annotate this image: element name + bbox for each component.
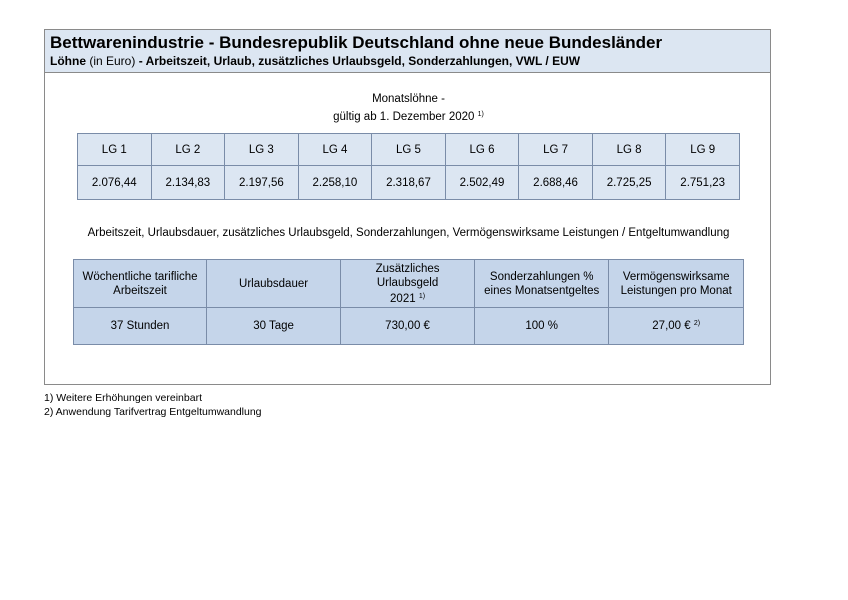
conditions-table [73,259,744,345]
wage-value-cell: 2.502,49 [445,166,519,200]
special-payments-value: 100 % [475,308,609,345]
wage-value-cell: 2.134,83 [151,166,225,200]
subtitle-part-3: - Arbeitszeit, Urlaub, zusätzliches Urlaubsgeld, Sonderzahlungen, VWL / EUW [138,54,581,68]
footnote-2: 2) Anwendung Tarifvertrag Entgeltumwandlung [44,405,262,418]
conditions-header-row [74,260,744,308]
page-subtitle [50,53,770,69]
capital-forming-benefits-value [609,308,744,345]
conditions-table-caption: Arbeitszeit, Urlaubsdauer, zusätzliches Urlaubsgeld, Sonderzahlungen, Vermögenswirksame Leistungen / Entgeltumwandlung [87,227,730,239]
footnote-1: 1) Weitere Erhöhungen vereinbart [44,392,202,404]
header [45,30,770,73]
header-line: Leistungen pro Monat [620,284,732,297]
vacation-duration-value: 30 Tage [207,308,341,345]
wage-group-header: LG 7 [519,134,593,166]
document-frame [44,29,771,385]
conditions-value-row [74,308,744,345]
vacation-duration-header [207,260,341,308]
header-line: Urlaubsgeld [376,276,439,289]
footnotes [44,392,262,419]
vacation-pay-header [341,260,475,308]
wage-caption-line-2 [45,107,772,125]
wage-caption-footnote-ref: 1) [477,111,484,118]
wage-table-caption [45,92,772,125]
wage-caption-line-1: Monatslöhne - [372,93,445,105]
header-line: eines Monatsentgeltes [484,284,600,297]
wage-table [77,133,740,200]
page-title: Bettwarenindustrie - Bundesrepublik Deutschland ohne neue Bundesländer [50,33,663,52]
wage-value-cell: 2.318,67 [372,166,446,200]
header-line: Urlaubsdauer [239,277,309,290]
header-line: Zusätzliches [375,262,440,275]
wage-value-cell: 2.076,44 [78,166,152,200]
wage-group-header: LG 8 [592,134,666,166]
wage-value-cell: 2.725,25 [592,166,666,200]
wage-value-cell: 2.197,56 [225,166,299,200]
special-payments-header [475,260,609,308]
subtitle-part-1: Löhne [50,54,86,68]
wage-table-value-row [78,166,740,200]
wage-group-header: LG 2 [151,134,225,166]
wage-group-header: LG 1 [78,134,152,166]
wage-group-header: LG 4 [298,134,372,166]
header-footnote-ref: 1) [418,292,426,300]
header-line [341,290,474,306]
wage-table-header-row [78,134,740,166]
header-line: Arbeitszeit [113,284,167,297]
benefits-amount: 27,00 € [652,320,691,332]
wage-group-header: LG 6 [445,134,519,166]
working-hours-header [74,260,207,308]
capital-forming-benefits-header [609,260,744,308]
benefits-footnote-ref: 2) [693,320,701,327]
header-line: Wöchentliche tarifliche [82,270,198,283]
wage-caption-date: gültig ab 1. Dezember 2020 [333,111,475,123]
wage-group-header: LG 9 [666,134,740,166]
wage-group-header: LG 3 [225,134,299,166]
working-hours-value: 37 Stunden [74,308,207,345]
subtitle-part-2: (in Euro) [86,54,139,68]
header-line: Vermögenswirksame [622,270,730,283]
header-year: 2021 [390,292,416,305]
header-line: Sonderzahlungen % [489,270,594,283]
wage-group-header: LG 5 [372,134,446,166]
wage-value-cell: 2.258,10 [298,166,372,200]
wage-value-cell: 2.751,23 [666,166,740,200]
vacation-pay-value: 730,00 € [341,308,475,345]
wage-value-cell: 2.688,46 [519,166,593,200]
